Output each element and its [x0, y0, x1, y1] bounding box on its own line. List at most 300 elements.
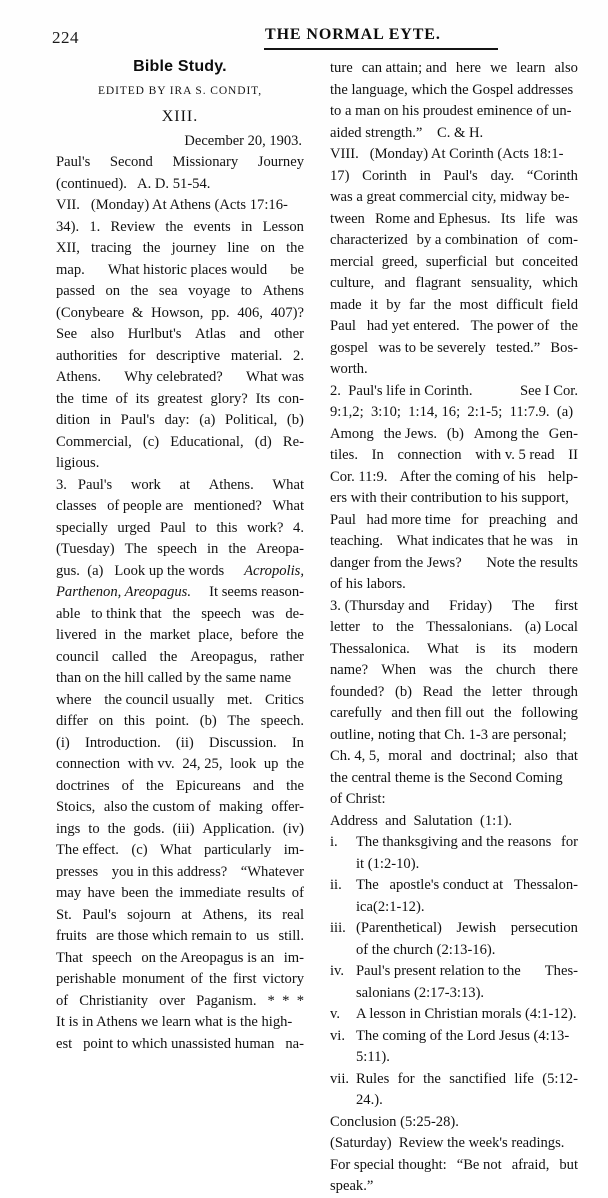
text-run: tested.” [496, 339, 541, 356]
text-line [330, 596, 578, 618]
text-run: (b) [286, 412, 304, 428]
text-run: also [554, 60, 578, 76]
outline-marker: ii. [330, 877, 342, 893]
text-run: following [521, 705, 578, 721]
outline-marker: vii. [330, 1070, 350, 1087]
text-line [330, 230, 578, 252]
outline-item [330, 918, 578, 940]
text-line [330, 488, 578, 510]
outline-marker: vi. [330, 1027, 345, 1044]
text-run: im- [283, 949, 304, 966]
text-run: Atlas [194, 326, 226, 342]
text-run: that [556, 748, 578, 764]
text-run: its [135, 390, 150, 407]
text-run: Conclusion (5:25-28). [330, 1113, 459, 1130]
text-line [330, 359, 578, 381]
text-run: up [263, 756, 279, 772]
text-run: perishable [56, 971, 116, 987]
text-run: See I Cor. [520, 382, 578, 399]
text-run: the [155, 885, 174, 901]
outline-item [330, 897, 578, 919]
text-run: II [568, 447, 578, 463]
text-run: mentioned? [193, 498, 262, 514]
outline-item-text [356, 897, 578, 919]
text-run: (ii) [175, 734, 194, 751]
text-run: The power of [470, 318, 550, 334]
text-run: and [384, 275, 406, 291]
text-run: descriptive [156, 347, 221, 364]
text-run: (i) [56, 734, 70, 751]
text-run: learn [516, 60, 546, 76]
text-line [56, 195, 304, 217]
text-line [330, 338, 578, 360]
text-run: of his labors. [330, 576, 406, 592]
text-run: help- [548, 468, 578, 485]
text-run: Paul [159, 519, 186, 536]
text-run: other [273, 326, 304, 342]
text-run: presses [56, 863, 99, 880]
text-run: Journey [257, 154, 304, 170]
outline-item [330, 1026, 578, 1048]
text-run: gospel [330, 339, 369, 356]
text-run: which [542, 275, 578, 291]
text-run: im- [283, 842, 304, 858]
text-line [330, 80, 578, 102]
text-line [56, 1034, 304, 1056]
text-run: in [566, 533, 578, 549]
text-line [330, 768, 578, 790]
text-run: victory [262, 971, 304, 987]
text-run: may [56, 885, 82, 901]
text-run: Why celebrated? [124, 369, 223, 385]
text-run: con- [278, 390, 304, 407]
text-run: specially [56, 519, 108, 536]
outline-item-text [356, 940, 578, 962]
text-run: “Whatever [240, 863, 304, 880]
text-run: able [56, 605, 81, 622]
text-run: (b) [446, 425, 464, 442]
text-run: monument [122, 971, 185, 987]
text-line [56, 174, 304, 196]
text-run: culture, [330, 275, 375, 291]
text-line [56, 969, 304, 991]
text-run: where [56, 691, 92, 708]
text-run: Paul's [443, 167, 478, 184]
text-run: pp. [211, 304, 230, 321]
text-run: Thessalon- [513, 877, 578, 893]
text-run: tiles. [330, 447, 358, 463]
outline-item [330, 854, 578, 876]
text-run: passed [56, 283, 95, 299]
outline-item [330, 983, 578, 1005]
text-run: results [247, 885, 286, 901]
text-line [56, 991, 304, 1013]
text-line [56, 883, 304, 905]
text-line [56, 582, 304, 604]
text-run: Thessalonians. [426, 619, 513, 635]
outline-list [330, 832, 578, 1112]
text-run: we [490, 60, 508, 76]
text-run: greed, [381, 253, 418, 270]
text-run: in [104, 627, 116, 643]
text-run: the [172, 605, 191, 622]
text-run: It is in Athens we learn what is the high- [56, 1014, 293, 1030]
text-run: est [56, 1035, 73, 1052]
text-line [330, 467, 578, 489]
text-run: Athens. [56, 369, 101, 385]
text-run: Lesson [262, 218, 304, 235]
text-run: over [159, 992, 186, 1009]
text-run: its [257, 906, 272, 923]
text-run: connection [397, 447, 462, 463]
text-run: of [526, 232, 540, 248]
text-run: on [260, 240, 275, 256]
text-run: the [56, 390, 74, 407]
text-run: Areopagus, [190, 648, 258, 665]
text-run: was a great commercial city, midway be- [330, 189, 570, 205]
text-run: the [159, 648, 178, 665]
text-line [56, 776, 304, 798]
text-run: connection [56, 756, 121, 772]
text-run: had yet entered. [366, 318, 460, 334]
text-run: can attain; and [361, 60, 447, 76]
text-line [330, 445, 578, 467]
text-run: speech [157, 541, 198, 557]
text-run: Areopa- [256, 541, 304, 557]
text-run: The thanksgiving and the reasons [356, 834, 552, 850]
text-run: time [81, 390, 108, 407]
text-line [330, 1133, 578, 1155]
text-run: afraid, [511, 1156, 550, 1173]
text-line [56, 281, 304, 303]
text-run: mercial [330, 253, 374, 270]
text-run: What historic places would [107, 261, 268, 278]
text-run: also [524, 748, 548, 764]
text-run: founded? [330, 683, 385, 700]
left-column [56, 58, 304, 1055]
text-run: be [290, 261, 304, 278]
outline-item-text [356, 1047, 578, 1069]
text-run: 2. [293, 347, 304, 364]
text-run: (iii) [172, 820, 195, 837]
text-run: sojourn [127, 906, 171, 923]
text-run: teaching. [330, 533, 384, 549]
text-run: speech [201, 605, 241, 622]
text-run: flagrant [415, 275, 461, 291]
text-run: In [291, 734, 304, 751]
text-run: speech [92, 949, 132, 966]
text-run: to [240, 283, 253, 299]
text-run: & [131, 304, 144, 321]
text-run: Bos- [550, 339, 578, 356]
text-run: Read [422, 683, 453, 700]
outline-item-text [356, 854, 578, 876]
text-line [330, 574, 578, 596]
text-run: for [560, 834, 578, 850]
text-run: fruits [56, 928, 87, 944]
text-run: * * * [267, 992, 304, 1009]
outline-item-text [356, 983, 578, 1005]
text-line [56, 303, 304, 325]
text-run: rather [269, 648, 304, 665]
text-run: on [105, 283, 121, 299]
text-run: (c) [131, 842, 148, 858]
outline-item-text [356, 918, 578, 940]
text-run: the [493, 705, 512, 721]
text-run: to think that [91, 605, 162, 622]
text-run: de- [285, 605, 304, 622]
text-run: Paul [330, 318, 356, 334]
text-run: For special thought: [330, 1156, 447, 1173]
text-run: doctrinal; [459, 748, 516, 764]
text-line [56, 733, 304, 755]
text-run: The [227, 713, 251, 729]
text-run: by [386, 296, 401, 313]
text-run: 1. [89, 218, 101, 235]
text-run: In [371, 447, 384, 463]
text-run: It seems reason- [209, 584, 304, 600]
text-run: tween [330, 210, 365, 227]
text-run: gus. (a) Look up the words [56, 562, 228, 579]
text-run: ture [330, 60, 353, 76]
outline-item-text [356, 875, 578, 897]
outline-item [330, 940, 578, 962]
text-run: 17) [330, 167, 350, 184]
text-run: Re- [282, 433, 304, 450]
text-run: work [130, 476, 161, 493]
text-run: it (1:2-10). [356, 855, 420, 872]
running-head-rule [264, 48, 498, 50]
text-line [330, 617, 578, 639]
text-run: was [251, 605, 275, 622]
text-run: market [149, 627, 191, 643]
text-run: See [56, 326, 78, 342]
text-run: the [286, 627, 304, 643]
text-run: Cor. 11:9. [330, 468, 388, 485]
text-run: voyage [188, 283, 231, 299]
text-run: livered [56, 627, 97, 643]
text-run: the [209, 971, 227, 987]
text-run: the language, which the Gospel addresses [330, 81, 574, 98]
outline-item [330, 1004, 578, 1026]
text-line [330, 660, 578, 682]
text-line [56, 840, 304, 862]
text-run: Missionary [172, 154, 239, 170]
text-line [330, 252, 578, 274]
text-run: (b) [394, 683, 413, 700]
text-run: 3. (Thursday and [330, 597, 430, 614]
text-run: day: [164, 412, 190, 428]
text-run: speak.” [330, 1178, 374, 1194]
text-run: had more time [366, 511, 451, 528]
text-line [56, 905, 304, 927]
text-run: Ch. 4, 5, [330, 748, 380, 764]
text-run: events [193, 218, 231, 235]
text-line [330, 1155, 578, 1177]
text-line [330, 703, 578, 725]
text-run: with v. 5 read [475, 447, 555, 463]
text-run: but [495, 253, 515, 270]
text-run: day. [490, 167, 515, 184]
text-run: 2. Paul's life in Corinth. [330, 382, 473, 399]
text-run: (Parenthetical) [356, 920, 442, 936]
text-run: the central theme is the Second Coming [330, 769, 563, 786]
text-run: The [124, 541, 148, 557]
text-run: far [409, 296, 426, 313]
outline-marker: v. [330, 1006, 340, 1022]
text-line [56, 238, 304, 260]
text-run: 24.). [356, 1092, 383, 1108]
text-run: ers with their contribution to his support, [330, 490, 569, 506]
left-column-body [56, 152, 304, 1055]
text-run: the [107, 820, 126, 837]
text-run: Paganism. [196, 992, 257, 1009]
text-run: on the Areopagus is an [141, 949, 275, 966]
text-run: still. [278, 928, 304, 944]
text-line [330, 101, 578, 123]
text-run: Political, [225, 412, 278, 428]
text-run: St. [56, 906, 72, 923]
text-line [330, 811, 578, 833]
editor-byline: EDITED BY IRA S. CONDIT, [97, 85, 263, 97]
text-line [330, 639, 578, 661]
outline-item-text [356, 832, 578, 854]
text-line [56, 754, 304, 776]
text-run: (b) [199, 713, 217, 729]
text-run: for [128, 347, 146, 364]
text-run: the [423, 1070, 441, 1087]
text-line [56, 346, 304, 368]
text-run: Discussion. [208, 734, 277, 751]
text-run: and [556, 511, 578, 528]
text-run: The [511, 597, 535, 614]
text-run: Athens, [202, 906, 248, 923]
text-run: with vv. [127, 756, 175, 772]
text-line [330, 531, 578, 553]
text-run: and then fill out [391, 705, 485, 721]
text-run: Thessalonica. [330, 640, 410, 657]
text-line [56, 217, 304, 239]
text-run: The effect. [56, 842, 119, 858]
text-run: making [219, 799, 263, 815]
outline-item [330, 875, 578, 897]
text-run: by a combination [416, 232, 518, 248]
text-run: here [455, 60, 482, 76]
text-run: than on the hill called by the same name [56, 670, 292, 686]
text-line [330, 381, 578, 403]
text-line [56, 410, 304, 432]
text-run: Paul [330, 511, 356, 528]
text-run: Address and Salutation (1:1). [330, 812, 512, 829]
text-run: Friday) [449, 597, 493, 614]
text-run: to [88, 820, 100, 837]
text-run: Its [500, 210, 516, 227]
text-run: sensuality, [471, 275, 533, 291]
text-run: the [464, 662, 483, 678]
text-line [330, 58, 578, 80]
text-run: most [459, 296, 488, 313]
text-run: the [286, 777, 304, 794]
text-run: What indicates that he was [396, 533, 554, 549]
text-run: (Saturday) Review the week's readings. [330, 1135, 565, 1151]
text-run: and [252, 777, 274, 794]
text-run: (Conybeare [56, 304, 125, 321]
text-run: com- [547, 232, 578, 248]
text-run: the [142, 240, 161, 256]
text-run: also [90, 326, 115, 342]
text-run: point. [155, 713, 190, 729]
text-run: Thes- [544, 963, 578, 979]
text-run: was [555, 210, 578, 227]
text-run: 5:11). [356, 1049, 390, 1065]
text-run: What was [246, 369, 304, 385]
text-run: dition [56, 412, 91, 428]
text-run: the [165, 218, 184, 235]
text-run: modern [533, 640, 578, 657]
text-run: letter [491, 683, 522, 700]
text-run: field [551, 296, 578, 313]
text-run: Howson, [151, 304, 204, 321]
text-run: of [121, 777, 134, 794]
text-line [56, 389, 304, 411]
text-run: Epicureans [175, 777, 241, 794]
text-run: the [145, 777, 164, 794]
outline-item [330, 1090, 578, 1112]
text-run: After the coming of his [399, 468, 536, 485]
outline-item-text [356, 1004, 578, 1026]
text-line [56, 539, 304, 561]
text-run: na- [285, 1035, 304, 1052]
text-run: in [419, 167, 431, 184]
department-title: Bible Study. [133, 58, 227, 75]
text-run: to [195, 519, 207, 536]
text-run: When [381, 662, 417, 678]
text-run: but [559, 1156, 578, 1173]
text-line [330, 123, 578, 145]
text-run: first [554, 597, 578, 614]
text-run: its [502, 640, 517, 657]
text-run: Rules [356, 1070, 390, 1087]
text-run: journey [171, 240, 217, 256]
text-run: conceited [522, 253, 578, 270]
text-run: Commercial, [56, 433, 132, 450]
text-run: life [525, 210, 546, 227]
text-run: (5:12- [542, 1070, 578, 1087]
text-run: to a man on his proudest eminence of un- [330, 103, 572, 119]
text-line [330, 510, 578, 532]
text-line [330, 295, 578, 317]
text-line [330, 424, 578, 446]
text-run: salonians (2:17-3:13). [356, 984, 485, 1001]
text-run: it [369, 296, 378, 313]
text-run: for [397, 1070, 415, 1087]
text-run: met. [226, 691, 253, 708]
text-line [56, 152, 304, 174]
text-run: in [99, 412, 112, 428]
text-run: work? [246, 519, 284, 536]
text-run: differ [56, 713, 89, 729]
text-line [56, 324, 304, 346]
text-run: also the custom of [103, 799, 211, 815]
text-line [56, 453, 304, 475]
text-line [56, 926, 304, 948]
outline-marker: i. [330, 834, 338, 850]
text-run: That [56, 949, 83, 966]
text-run: XII, [56, 240, 80, 256]
text-run: church [495, 662, 536, 678]
outline-marker: iv. [330, 963, 345, 979]
text-run: authorities [56, 347, 118, 364]
